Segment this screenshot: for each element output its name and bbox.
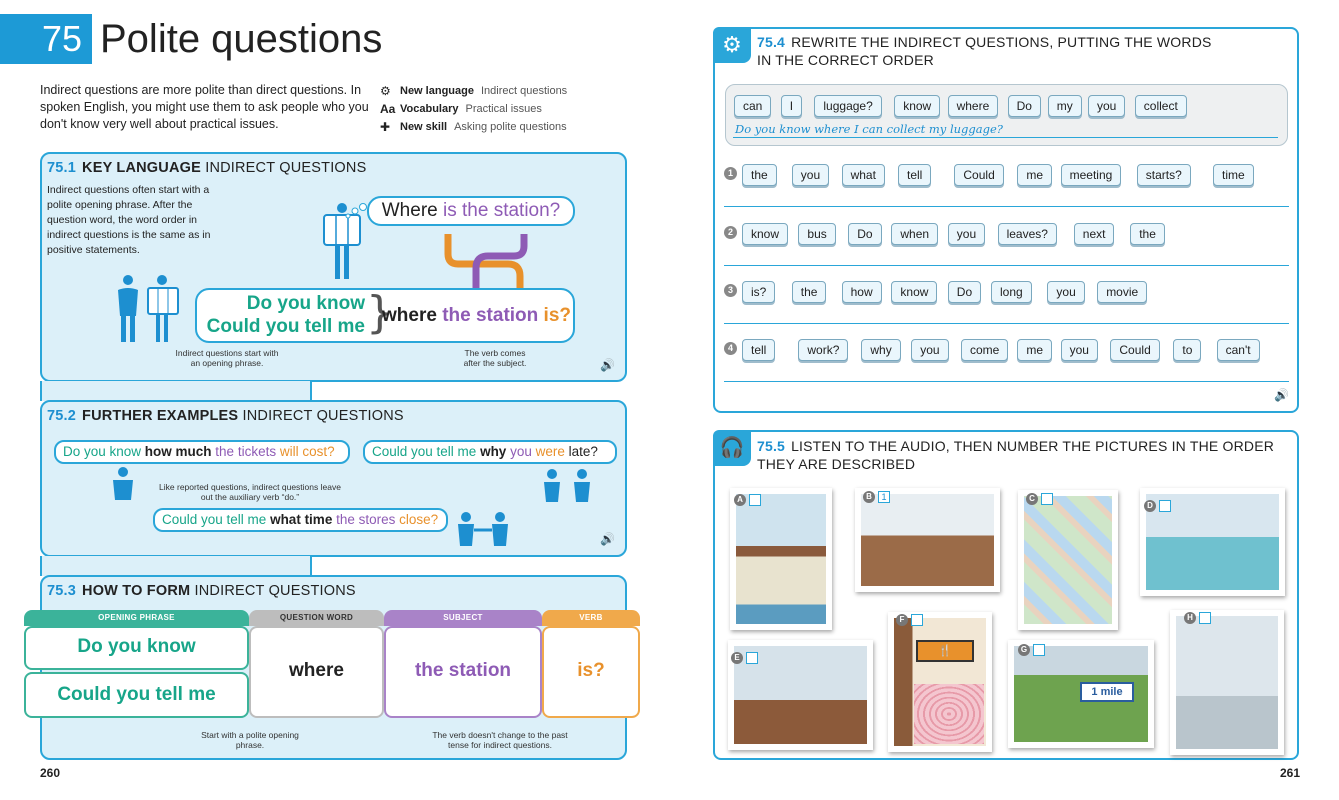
picture-answer-box[interactable] (911, 614, 923, 626)
indirect-question-text: where the station is? (382, 305, 571, 326)
example-bubble-1: Do you know how much the tickets will cost? (54, 440, 350, 464)
word-tile[interactable]: me (1017, 339, 1052, 361)
answer-line[interactable] (724, 206, 1289, 207)
col-head-question-word: QUESTION WORD (249, 610, 384, 626)
word-tile[interactable]: the (742, 164, 777, 186)
item-number: 1 (724, 167, 737, 180)
word-tile[interactable]: you (1061, 339, 1098, 361)
picture-b (855, 488, 1000, 592)
section-75-3-heading: 75.3 HOW TO FORM INDIRECT QUESTIONS (47, 583, 356, 599)
picture-answer-box[interactable]: 1 (878, 491, 890, 503)
two-people-icon (110, 272, 182, 344)
meta-value: Asking polite questions (454, 121, 567, 133)
word-tile[interactable]: luggage? (814, 95, 881, 117)
picture-letter: B (863, 491, 875, 503)
picture-letter: A (734, 494, 746, 506)
word-tile[interactable]: bus (798, 223, 835, 245)
col-head-verb: VERB (542, 610, 640, 626)
intro-text: Indirect questions are more polite than direct questions. In spoken English, you might use them to ask people who you don't know very well about practical issues. (40, 83, 369, 131)
item-number: 2 (724, 226, 737, 239)
section-75-5-heading: 75.5 LISTEN TO THE AUDIO, THEN NUMBER THE PICTURES IN THE ORDER THEY ARE DESCRIBED (757, 438, 1275, 472)
word-tile[interactable]: the (1130, 223, 1165, 245)
page-number-left: 260 (40, 766, 61, 780)
picture-a (730, 488, 832, 630)
word-tile[interactable]: how (842, 281, 882, 303)
panel-connector (40, 381, 312, 401)
meta-value: Practical issues (465, 103, 542, 115)
word-tile[interactable]: I (781, 95, 802, 117)
word-tile[interactable]: Do (948, 281, 981, 303)
picture-letter: E (731, 652, 743, 664)
mile-sign: 1 mile (1080, 682, 1134, 702)
word-tile[interactable]: tell (742, 339, 775, 361)
word-tile[interactable]: come (961, 339, 1008, 361)
subject-text: the station (414, 660, 512, 681)
word-tile[interactable]: can't (1217, 339, 1260, 361)
patterned-wall (914, 684, 984, 744)
word-tile[interactable]: can (734, 95, 771, 117)
word-tile[interactable]: know (891, 281, 937, 303)
word-tile[interactable]: Do (848, 223, 881, 245)
word-tile[interactable]: next (1074, 223, 1115, 245)
word-tile[interactable]: know (894, 95, 940, 117)
meta-row-vocabulary (380, 100, 567, 118)
note-opening-phrase: Indirect questions start with an opening phrase. (175, 348, 279, 368)
people-talking-icon (540, 468, 600, 504)
example-bubble-2: Could you tell me why you were late? (363, 440, 617, 464)
audio-speaker-icon[interactable]: 🔊 (600, 532, 615, 546)
picture-letter: C (1026, 493, 1038, 505)
word-tile[interactable]: you (911, 339, 948, 361)
aa-icon: Aa (380, 102, 396, 116)
audio-speaker-icon[interactable]: 🔊 (600, 358, 615, 372)
panel-connector (40, 556, 312, 576)
picture-f (888, 612, 992, 752)
section-75-1-description: Indirect questions often start with a polite opening phrase. After the question word, the word order in indirect questions is the same as in positive statements. (47, 184, 211, 256)
meta-row-new-language (380, 82, 567, 100)
word-tile[interactable]: Do (1008, 95, 1041, 117)
note-verb-after-subject: The verb comes after the subject. (463, 348, 527, 368)
direction-sign: 🍴 (916, 640, 974, 662)
word-tile[interactable]: know (742, 223, 788, 245)
question-word-text: where (289, 660, 344, 681)
word-tile[interactable]: my (1048, 95, 1082, 117)
meta-row-new-skill (380, 118, 567, 136)
picture-answer-box[interactable] (746, 652, 758, 664)
word-tile[interactable]: to (1173, 339, 1201, 361)
note-verb-tense: The verb doesn't change to the past tense for indirect questions. (432, 730, 568, 750)
example-answer: Do you know where I can collect my luggage? (735, 122, 1003, 136)
word-tile[interactable]: me (1017, 164, 1052, 186)
thought-dots (345, 203, 367, 219)
opener-1-text: Do you know (77, 636, 196, 657)
picture-answer-box[interactable] (1199, 612, 1211, 624)
opening-phrases: Do you know Could you tell me (206, 293, 365, 337)
col-head-opening-phrase: OPENING PHRASE (24, 610, 249, 626)
section-75-1-heading: 75.1 KEY LANGUAGE INDIRECT QUESTIONS (47, 160, 367, 176)
answer-line[interactable] (724, 323, 1289, 324)
unit-title: Polite questions (100, 17, 383, 61)
answer-line[interactable] (724, 265, 1289, 266)
meta-label: New language (400, 85, 474, 97)
word-tile[interactable]: you (1047, 281, 1084, 303)
meta-label: New skill (400, 121, 448, 133)
section-75-4-heading: 75.4 REWRITE THE INDIRECT QUESTIONS, PUTTING THE WORDS IN THE CORRECT ORDER (757, 34, 1212, 68)
note-polite-opening: Start with a polite opening phrase. (201, 730, 299, 750)
meta-label: Vocabulary (400, 103, 459, 115)
example-bubble-3: Could you tell me what time the stores close? (153, 508, 448, 532)
word-tile[interactable]: what (842, 164, 885, 186)
word-tile[interactable]: long (991, 281, 1032, 303)
people-greeting-icon (454, 512, 516, 546)
word-tile[interactable]: you (1088, 95, 1125, 117)
picture-answer-box[interactable] (1159, 500, 1171, 512)
picture-h (1170, 610, 1284, 755)
brace: } (366, 287, 394, 338)
word-tile[interactable]: why (861, 339, 900, 361)
unit-number-badge: 75 (0, 14, 92, 64)
word-tile[interactable]: where (948, 95, 999, 117)
word-tile[interactable]: tell (898, 164, 931, 186)
picture-g (1008, 640, 1154, 748)
item-number: 3 (724, 284, 737, 297)
example-answer-line (733, 137, 1278, 138)
word-tile[interactable]: is? (742, 281, 775, 303)
opener-2-text: Could you tell me (57, 684, 216, 705)
picture-letter: G (1018, 644, 1030, 656)
verb-text: is? (577, 660, 605, 681)
item-number: 4 (724, 342, 737, 355)
col-head-subject: SUBJECT (384, 610, 542, 626)
word-tile[interactable]: time (1213, 164, 1254, 186)
picture-letter: D (1144, 500, 1156, 512)
word-tile[interactable]: Could (954, 164, 1003, 186)
page-number-right: 261 (1280, 766, 1301, 780)
puzzle-icon: ✚ (380, 120, 391, 134)
word-tile[interactable]: when (891, 223, 938, 245)
meta-value: Indirect questions (480, 85, 568, 97)
audio-speaker-icon[interactable]: 🔊 (1274, 388, 1289, 402)
word-tile[interactable]: movie (1097, 281, 1147, 303)
picture-letter: F (896, 614, 908, 626)
picture-answer-box[interactable] (1041, 493, 1053, 505)
section-75-2-heading: 75.2 FURTHER EXAMPLES INDIRECT QUESTIONS (47, 408, 404, 424)
gears-icon: ⚙ (713, 27, 751, 63)
picture-c (1018, 490, 1118, 630)
person-icon (110, 466, 136, 502)
picture-answer-box[interactable] (1033, 644, 1045, 656)
gears-icon: ⚙ (380, 84, 391, 98)
word-tile[interactable]: meeting (1061, 164, 1122, 186)
word-tile[interactable]: leaves? (998, 223, 1057, 245)
word-tile[interactable]: work? (798, 339, 848, 361)
word-tile[interactable]: you (792, 164, 829, 186)
word-tile[interactable]: you (948, 223, 985, 245)
direct-question-bubble: Where is the station? (367, 196, 575, 226)
word-tile[interactable]: starts? (1137, 164, 1191, 186)
picture-answer-box[interactable] (749, 494, 761, 506)
unit-meta (380, 82, 567, 136)
headphones-icon: 🎧 (713, 430, 751, 466)
word-tile[interactable]: Could (1110, 339, 1159, 361)
note-auxiliary-verb: Like reported questions, indirect questions leave out the auxiliary verb “do.” (159, 482, 341, 502)
answer-line[interactable] (724, 381, 1289, 382)
word-tile[interactable]: the (792, 281, 827, 303)
word-tile[interactable]: collect (1135, 95, 1187, 117)
picture-letter: H (1184, 612, 1196, 624)
